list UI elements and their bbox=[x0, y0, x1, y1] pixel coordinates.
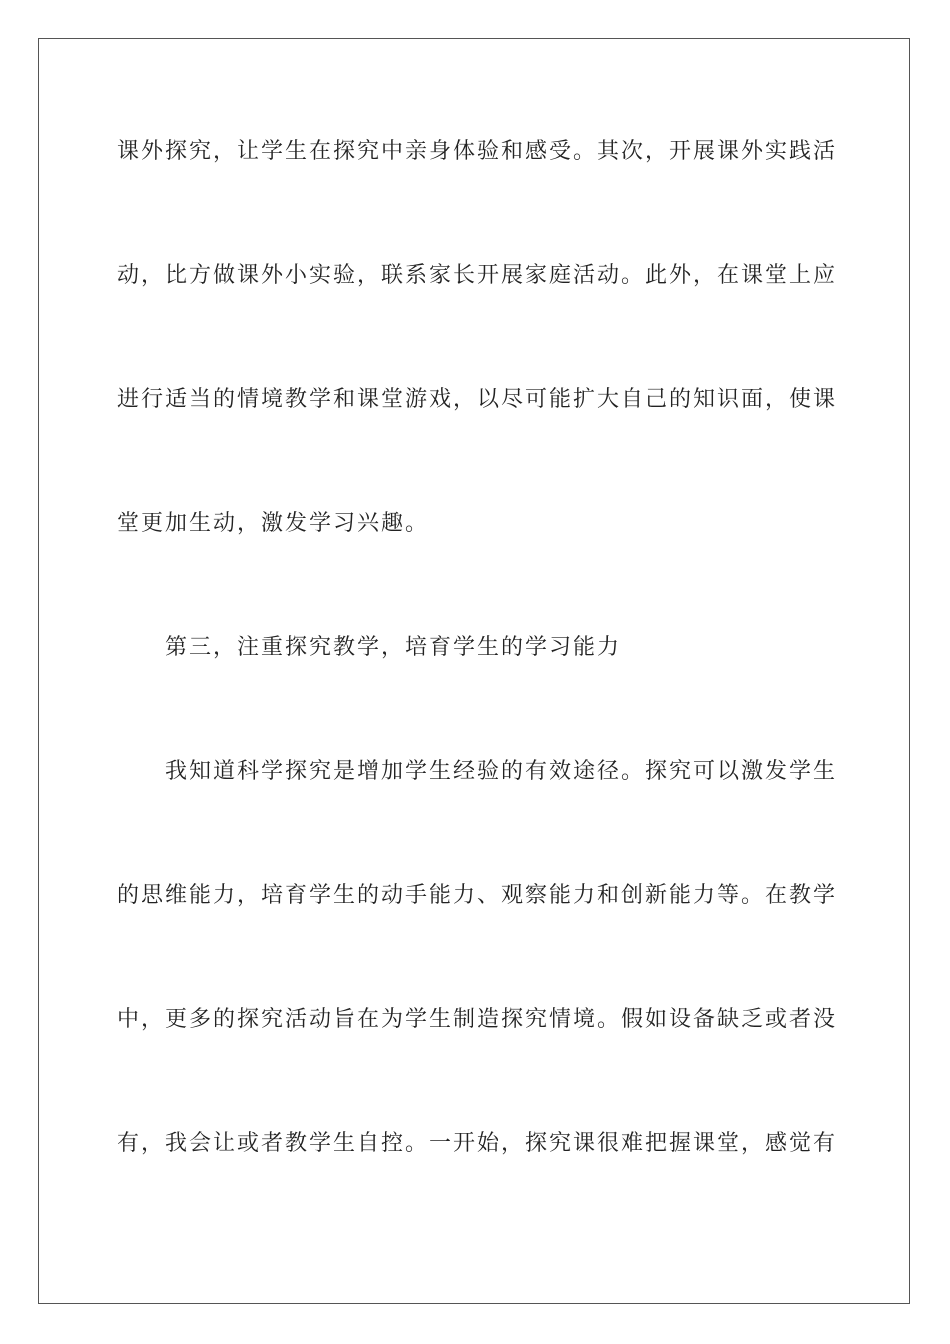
paragraph-line-8: 有，我会让或者教学生自控。一开始，探究课很难把握课堂，感觉有 bbox=[117, 1131, 838, 1156]
paragraph-line-7: 中，更多的探究活动旨在为学生制造探究情境。假如设备缺乏或者没 bbox=[117, 1007, 838, 1032]
paragraph-line-1: 课外探究，让学生在探究中亲身体验和感受。其次，开展课外实践活 bbox=[117, 139, 838, 164]
page-border bbox=[38, 38, 910, 1304]
paragraph-line-6: 的思维能力，培育学生的动手能力、观察能力和创新能力等。在教学 bbox=[117, 883, 838, 908]
paragraph-line-3: 进行适当的情境教学和课堂游戏，以尽可能扩大自己的知识面，使课 bbox=[117, 387, 838, 412]
paragraph-line-5: 我知道科学探究是增加学生经验的有效途径。探究可以激发学生 bbox=[165, 759, 838, 784]
paragraph-line-4: 堂更加生动，激发学习兴趣。 bbox=[117, 511, 430, 536]
section-heading: 第三，注重探究教学，培育学生的学习能力 bbox=[165, 635, 622, 660]
paragraph-line-2: 动，比方做课外小实验，联系家长开展家庭活动。此外，在课堂上应 bbox=[117, 263, 838, 288]
